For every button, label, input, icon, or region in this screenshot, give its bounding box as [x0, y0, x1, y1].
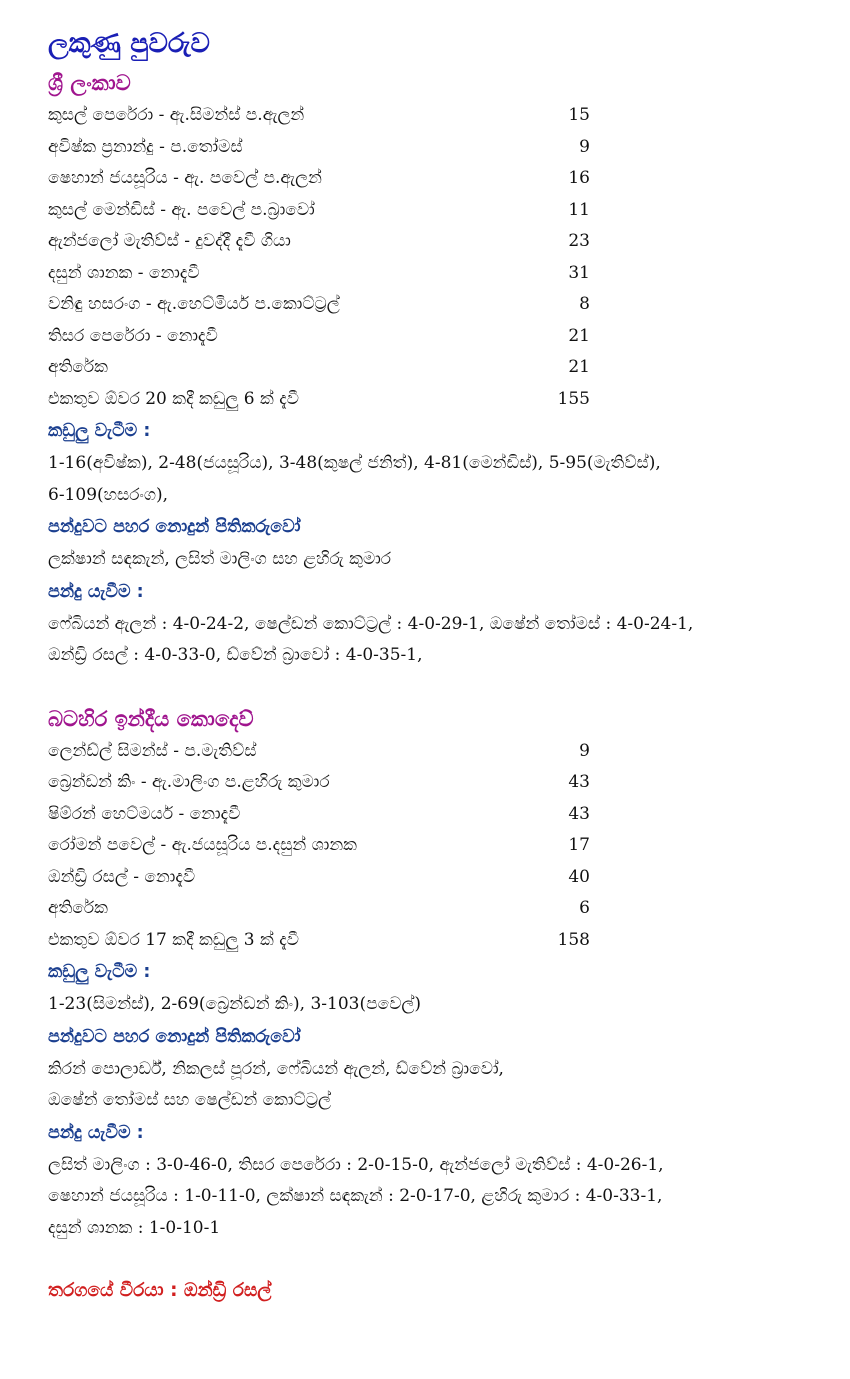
did-not-bat-line: ඔෂේන් තෝමස් සහ ෂෙල්ඩන් කොට්ට්‍රල් [48, 1090, 331, 1110]
did-not-bat-line: ලක්ෂාන් සඳකැන්, ලසිත් මාලිංග සහ ළහිරු කුමාර [48, 549, 392, 569]
batsman-entry: ෂෙහාන් ජයසූරිය - ඇ. පවෙල් ප.ඇලන් [48, 168, 322, 188]
innings-section [48, 66, 828, 672]
runs-value: 11 [568, 199, 590, 220]
fall-of-wickets-heading: කඩුලු වැටීම : [48, 962, 151, 982]
batsman-entry: එකතුව ඕවර 20 කදී කඩුලු 6 ක් දැවී [48, 388, 300, 409]
team-heading: බටහිර ඉන්දීය කොදෙව් [48, 706, 254, 731]
bowling-heading: පන්දු යැවීම : [48, 581, 144, 602]
batsman-entry: ෂිම්රන් හෙට්මයර් - නොදැවී [48, 803, 241, 824]
runs-value: 6 [579, 898, 590, 918]
batting-row [48, 384, 828, 416]
runs-value: 21 [568, 357, 590, 377]
batsman-entry: අතිරේක [48, 898, 108, 918]
runs-value: 9 [579, 136, 590, 157]
batting-row [48, 258, 828, 290]
batting-row [48, 736, 828, 768]
batting-row [48, 830, 828, 862]
batting-row [48, 132, 828, 164]
bowling-line: දසුන් ශානක : 1-0-10-1 [48, 1217, 221, 1238]
batsman-entry: එකතුව ඕවර 17 කදී කඩුලු 3 ක් දැවී [48, 929, 300, 950]
runs-value: 23 [568, 231, 590, 251]
batting-row [48, 893, 828, 925]
runs-value: 15 [568, 105, 590, 125]
man-of-the-match: තරගයේ වීරයා : ඔන්ඩ්‍රි රසල් [48, 1280, 272, 1301]
batting-row [48, 799, 828, 831]
batsman-entry: දසුන් ශානක - නොදැවී [48, 262, 200, 283]
fall-of-wickets-line: 6-109(හසරංග), [48, 484, 169, 505]
batting-row [48, 100, 828, 132]
did-not-bat-heading: පන්දුවට පහර නොදුන් පිතිකරුවෝ [48, 1026, 301, 1047]
batsman-entry: තිසර පෙරේරා - නොදැවී [48, 325, 218, 346]
batting-row [48, 289, 828, 321]
runs-value: 8 [579, 294, 590, 314]
batting-row [48, 352, 828, 384]
scorecard [48, 22, 828, 1308]
bowling-line: ඔන්ඩ්‍රි රසල් : 4-0-33-0, ඩ්වේන් බ්‍රාවෝ : 4-0-35-1, [48, 645, 423, 665]
innings-section [48, 702, 828, 1245]
batting-row [48, 195, 828, 227]
batting-row [48, 862, 828, 894]
batsman-entry: කුසල් මෙන්ඩිස් - ඇ. පවෙල් ප.බ්‍රාවෝ [48, 199, 315, 220]
runs-value: 43 [568, 772, 590, 792]
runs-value: 155 [557, 388, 590, 409]
bowling-heading: පන්දු යැවීම : [48, 1122, 144, 1143]
batting-row [48, 226, 828, 258]
batting-row [48, 163, 828, 195]
runs-value: 21 [568, 325, 590, 346]
batsman-entry: අතිරේක [48, 357, 108, 377]
runs-value: 158 [557, 929, 590, 950]
fall-of-wickets-line: 1-16(අවිෂ්ක), 2-48(ජයසූරිය), 3-48(කුෂල් ජනිත්), 4-81(මෙන්ඩිස්), 5-95(මැතිව්ස්), [48, 453, 661, 473]
batsman-entry: බ්‍රෙන්ඩන් කිං - ඇ.මාලිංග ප.ළහිරු කුමාර [48, 772, 330, 792]
team-heading: ශ්‍රී ලංකාව [48, 71, 131, 95]
runs-value: 17 [568, 835, 590, 855]
bowling-line: ලසිත් මාලිංග : 3-0-46-0, තිසර පෙරේරා : 2-0-15-0, ඇන්ජලෝ මැතිව්ස් : 4-0-26-1, [48, 1154, 664, 1175]
runs-value: 40 [568, 866, 590, 887]
runs-value: 31 [568, 262, 590, 283]
runs-value: 43 [568, 803, 590, 824]
batsman-entry: අවිෂ්ක ප්‍රනාන්දු - ප.තෝමස් [48, 136, 243, 157]
runs-value: 9 [579, 740, 590, 761]
batsman-entry: වනිඳු හසරංග - ඇ.හෙට්මියර් ප.කොට්ට්‍රල් [48, 294, 340, 314]
batting-row [48, 925, 828, 957]
page-title: ලකුණු පුවරුව [48, 28, 210, 59]
batting-row [48, 767, 828, 799]
batsman-entry: කුසල් පෙරේරා - ඇ.සිමන්ස් ප.ඇලන් [48, 105, 305, 125]
did-not-bat-heading: පන්දුවට පහර නොදුන් පිතිකරුවෝ [48, 517, 301, 537]
bowling-line: ෂෙහාන් ජයසූරිය : 1-0-11-0, ලක්ෂාන් සඳකැන් : 2-0-17-0, ළහිරු කුමාර : 4-0-33-1, [48, 1186, 663, 1206]
runs-value: 16 [568, 168, 590, 188]
batsman-entry: රෝමන් පවෙල් - ඇ.ජයසූරිය ප.දසුන් ශානක [48, 835, 357, 855]
batsman-entry: ඔන්ඩ්‍රි රසල් - නොදැවී [48, 866, 196, 887]
batting-row [48, 321, 828, 353]
fall-of-wickets-heading: කඩුලු වැටීම : [48, 421, 151, 441]
innings-container [48, 66, 828, 1244]
bowling-line: ෆේබියන් ඇලන් : 4-0-24-2, ෂෙල්ඩන් කොට්ට්‍රල් : 4-0-29-1, ඔෂේන් තෝමස් : 4-0-24-1, [48, 613, 694, 634]
batsman-entry: ලෙන්ඩ්ල් සිමන්ස් - ප.මැතිව්ස් [48, 740, 257, 761]
fall-of-wickets-line: 1-23(සිමන්ස්), 2-69(බ්‍රෙන්ඩන් කිං), 3-103(පවෙල්) [48, 994, 422, 1014]
did-not-bat-line: කිරන් පොලාර්ඩ්, නිකලස් පූරන්, ෆේබියන් ඇලන්, ඩ්වේන් බ්‍රාවෝ, [48, 1058, 504, 1079]
batsman-entry: ඇන්ජලෝ මැතිව්ස් - දුවද්දී දැවී ගියා [48, 231, 291, 251]
